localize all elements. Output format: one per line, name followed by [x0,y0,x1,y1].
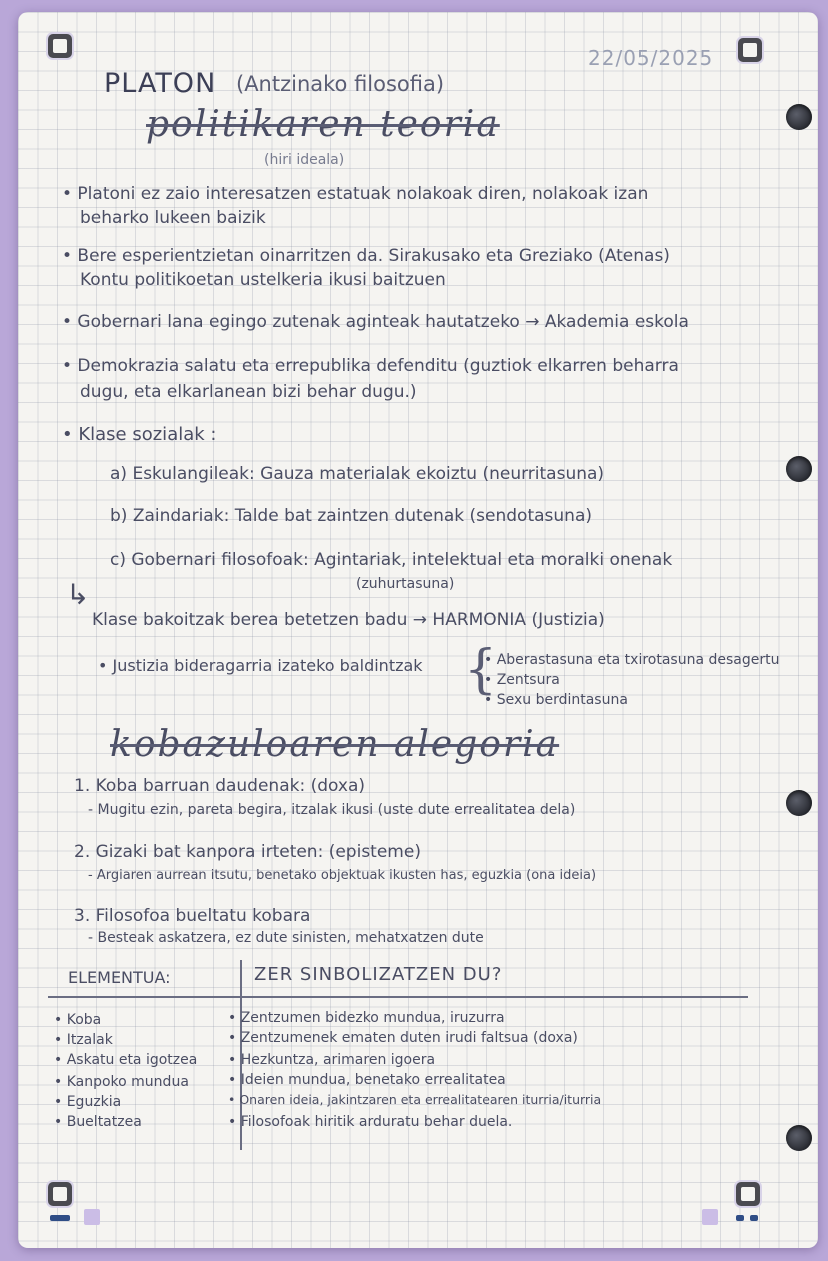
table-header-element: ELEMENTUA: [68,968,171,987]
page-title: PLATON [104,68,217,99]
justice-condition: • Sexu berdintasuna [484,692,628,708]
bullet-line: beharko lukeen baizik [80,208,266,228]
table-cell-element: • Koba [54,1012,102,1028]
brace-icon: { [464,640,498,700]
justice-label: • Justizia bideragarria izateko baldintzak [98,656,423,675]
table-cell-meaning: • Zentzumenek ematen duten irudi faltsua (doxa) [228,1030,578,1046]
table-header-meaning: ZER SINBOLIZATZEN DU? [254,964,503,985]
allegory-step-detail: - Mugitu ezin, pareta begira, itzalak ikusi (uste dute errealitatea dela) [88,802,576,818]
justice-condition: • Zentsura [484,672,560,688]
binder-hole-icon [786,456,812,482]
table-cell-element: • Askatu eta igotzea [54,1052,198,1068]
table-cell-element: • Eguzkia [54,1094,122,1110]
bottom-left-bar-icon [50,1215,70,1221]
binder-hole-icon [786,790,812,816]
table-cell-meaning: • Ideien mundua, benetako errealitatea [228,1072,506,1088]
bottom-right-square-icon [702,1209,718,1225]
class-item: a) Eskulangileak: Gauza materialak ekoiztu (neurritasuna) [110,464,605,484]
allegory-step-title: 2. Gizaki bat kanpora irteten: (episteme) [74,842,421,862]
bullet-line: • Platoni ez zaio interesatzen estatuak nolakoak diren, nolakoak izan [62,184,649,204]
bottom-left-square-icon [84,1209,100,1225]
class-item: c) Gobernari filosofoak: Agintariak, intelektual eta moralki onenak [110,550,673,570]
allegory-step-detail: - Besteak askatzera, ez dute sinisten, mehatxatzen dute [88,930,484,946]
bullet-line: Kontu politikoetan ustelkeria ikusi baitzuen [80,270,446,290]
corner-marker-bottom-left-icon [48,1182,72,1206]
bullet-line: dugu, eta elkarlanean bizi behar dugu.) [80,382,417,402]
bullet-line: • Klase sozialak : [62,424,217,445]
table-cell-element: • Bueltatzea [54,1114,142,1130]
table-cell-element: • Itzalak [54,1032,113,1048]
table-cell-meaning: • Hezkuntza, arimaren igoera [228,1052,436,1068]
corner-marker-top-left-icon [48,34,72,58]
bullet-line: • Gobernari lana egingo zutenak aginteak hautatzeko → Akademia eskola [62,312,689,332]
class-item: b) Zaindariak: Talde bat zaintzen dutenak (sendotasuna) [110,506,592,526]
return-arrow-icon: ↳ [66,578,90,611]
justice-condition: • Aberastasuna eta txirotasuna desagertu [484,652,780,668]
section-subheading: (hiri ideala) [264,152,345,168]
binder-hole-icon [786,104,812,130]
notebook-page [18,12,818,1248]
binder-hole-icon [786,1125,812,1151]
bottom-right-bar-icon [736,1215,744,1221]
page-title-note: (Antzinako filosofia) [236,72,445,96]
table-cell-meaning: • Onaren ideia, jakintzaren eta errealitatearen iturria/iturria [228,1092,602,1107]
section-heading-politika: politikaren teoria [146,104,500,145]
date-text: 22/05/2025 [588,46,714,70]
table-cell-element: • Kanpoko mundua [54,1074,189,1090]
table-cell-meaning: • Filosofoak hiritik arduratu behar duela. [228,1114,513,1130]
bullet-line: • Bere esperientzietan oinarritzen da. Sirakusako eta Greziako (Atenas) [62,246,670,266]
allegory-step-title: 1. Koba barruan daudenak: (doxa) [74,776,366,796]
bullet-line: • Demokrazia salatu eta errepublika defenditu (guztiok elkarren beharra [62,356,679,376]
harmony-line: Klase bakoitzak berea betetzen badu → HARMONIA (Justizia) [92,610,605,630]
section-heading-kobazuloa: kobazuloaren alegoria [110,724,560,765]
table-cell-meaning: • Zentzumen bidezko mundua, iruzurra [228,1010,505,1026]
table-header-rule [48,996,748,998]
bottom-right-bar2-icon [750,1215,758,1221]
allegory-step-detail: - Argiaren aurrean itsutu, benetako objektuak ikusten has, eguzkia (ona ideia) [88,868,597,883]
allegory-step-title: 3. Filosofoa bueltatu kobara [74,906,311,926]
class-item-note: (zuhurtasuna) [356,576,455,592]
corner-marker-bottom-right-icon [736,1182,760,1206]
corner-marker-top-right-icon [738,38,762,62]
